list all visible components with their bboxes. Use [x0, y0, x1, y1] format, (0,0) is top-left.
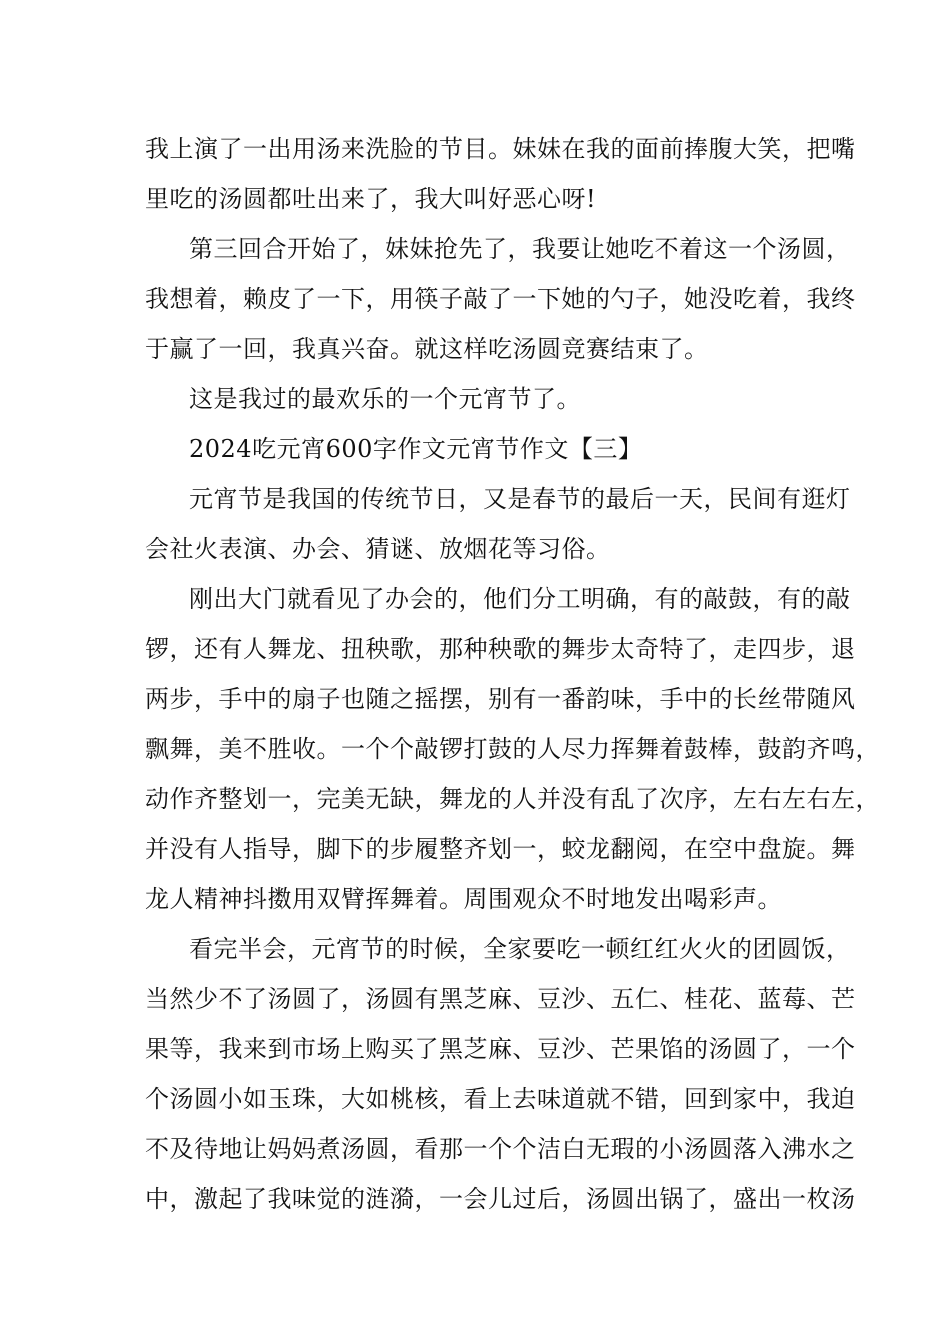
text-line: 会社火表演、办会、猜谜、放烟花等习俗。 — [145, 535, 611, 563]
text-line: 里吃的汤圆都吐出来了，我大叫好恶心呀! — [145, 185, 597, 213]
text-line: 个汤圆小如玉珠，大如桃核，看上去味道就不错，回到家中，我迫 — [145, 1085, 856, 1113]
text-line: 不及待地让妈妈煮汤圆，看那一个个洁白无瑕的小汤圆落入沸水之 — [145, 1135, 856, 1163]
text-line: 看完半会，元宵节的时候，全家要吃一顿红红火火的团圆饭， — [189, 935, 851, 963]
text-line: 于赢了一回，我真兴奋。就这样吃汤圆竞赛结束了。 — [145, 335, 709, 363]
section-heading: 2024吃元宵600字作文元宵节作文【三】 — [189, 435, 643, 463]
text-line: 我想着，赖皮了一下，用筷子敲了一下她的勺子，她没吃着，我终 — [145, 285, 856, 313]
text-line: 中，激起了我味觉的涟漪，一会儿过后，汤圆出锅了，盛出一枚汤 — [145, 1185, 856, 1213]
text-line: 锣，还有人舞龙、扭秧歌，那种秧歌的舞步太奇特了，走四步，退 — [145, 635, 856, 663]
text-line: 元宵节是我国的传统节日，又是春节的最后一天，民间有逛灯 — [189, 485, 851, 513]
text-line: 我上演了一出用汤来洗脸的节目。妹妹在我的面前捧腹大笑，把嘴 — [145, 135, 856, 163]
text-line: 刚出大门就看见了办会的，他们分工明确，有的敲鼓，有的敲 — [189, 585, 851, 613]
text-line: 第三回合开始了，妹妹抢先了，我要让她吃不着这一个汤圆， — [189, 235, 851, 263]
text-line: 龙人精神抖擞用双臂挥舞着。周围观众不时地发出喝彩声。 — [145, 885, 782, 913]
text-line: 动作齐整划一，完美无缺，舞龙的人并没有乱了次序，左右左右左， — [145, 785, 880, 813]
body-text — [145, 124, 880, 1224]
text-line: 并没有人指导，脚下的步履整齐划一，蛟龙翻阅，在空中盘旋。舞 — [145, 835, 856, 863]
text-line: 这是我过的最欢乐的一个元宵节了。 — [189, 385, 581, 413]
text-line: 当然少不了汤圆了，汤圆有黑芝麻、豆沙、五仁、桂花、蓝莓、芒 — [145, 985, 856, 1013]
text-line: 果等，我来到市场上购买了黑芝麻、豆沙、芒果馅的汤圆了，一个 — [145, 1035, 856, 1063]
text-line: 两步，手中的扇子也随之摇摆，别有一番韵味，手中的长丝带随风 — [145, 685, 856, 713]
text-line: 飘舞，美不胜收。一个个敲锣打鼓的人尽力挥舞着鼓棒，鼓韵齐鸣， — [145, 735, 880, 763]
